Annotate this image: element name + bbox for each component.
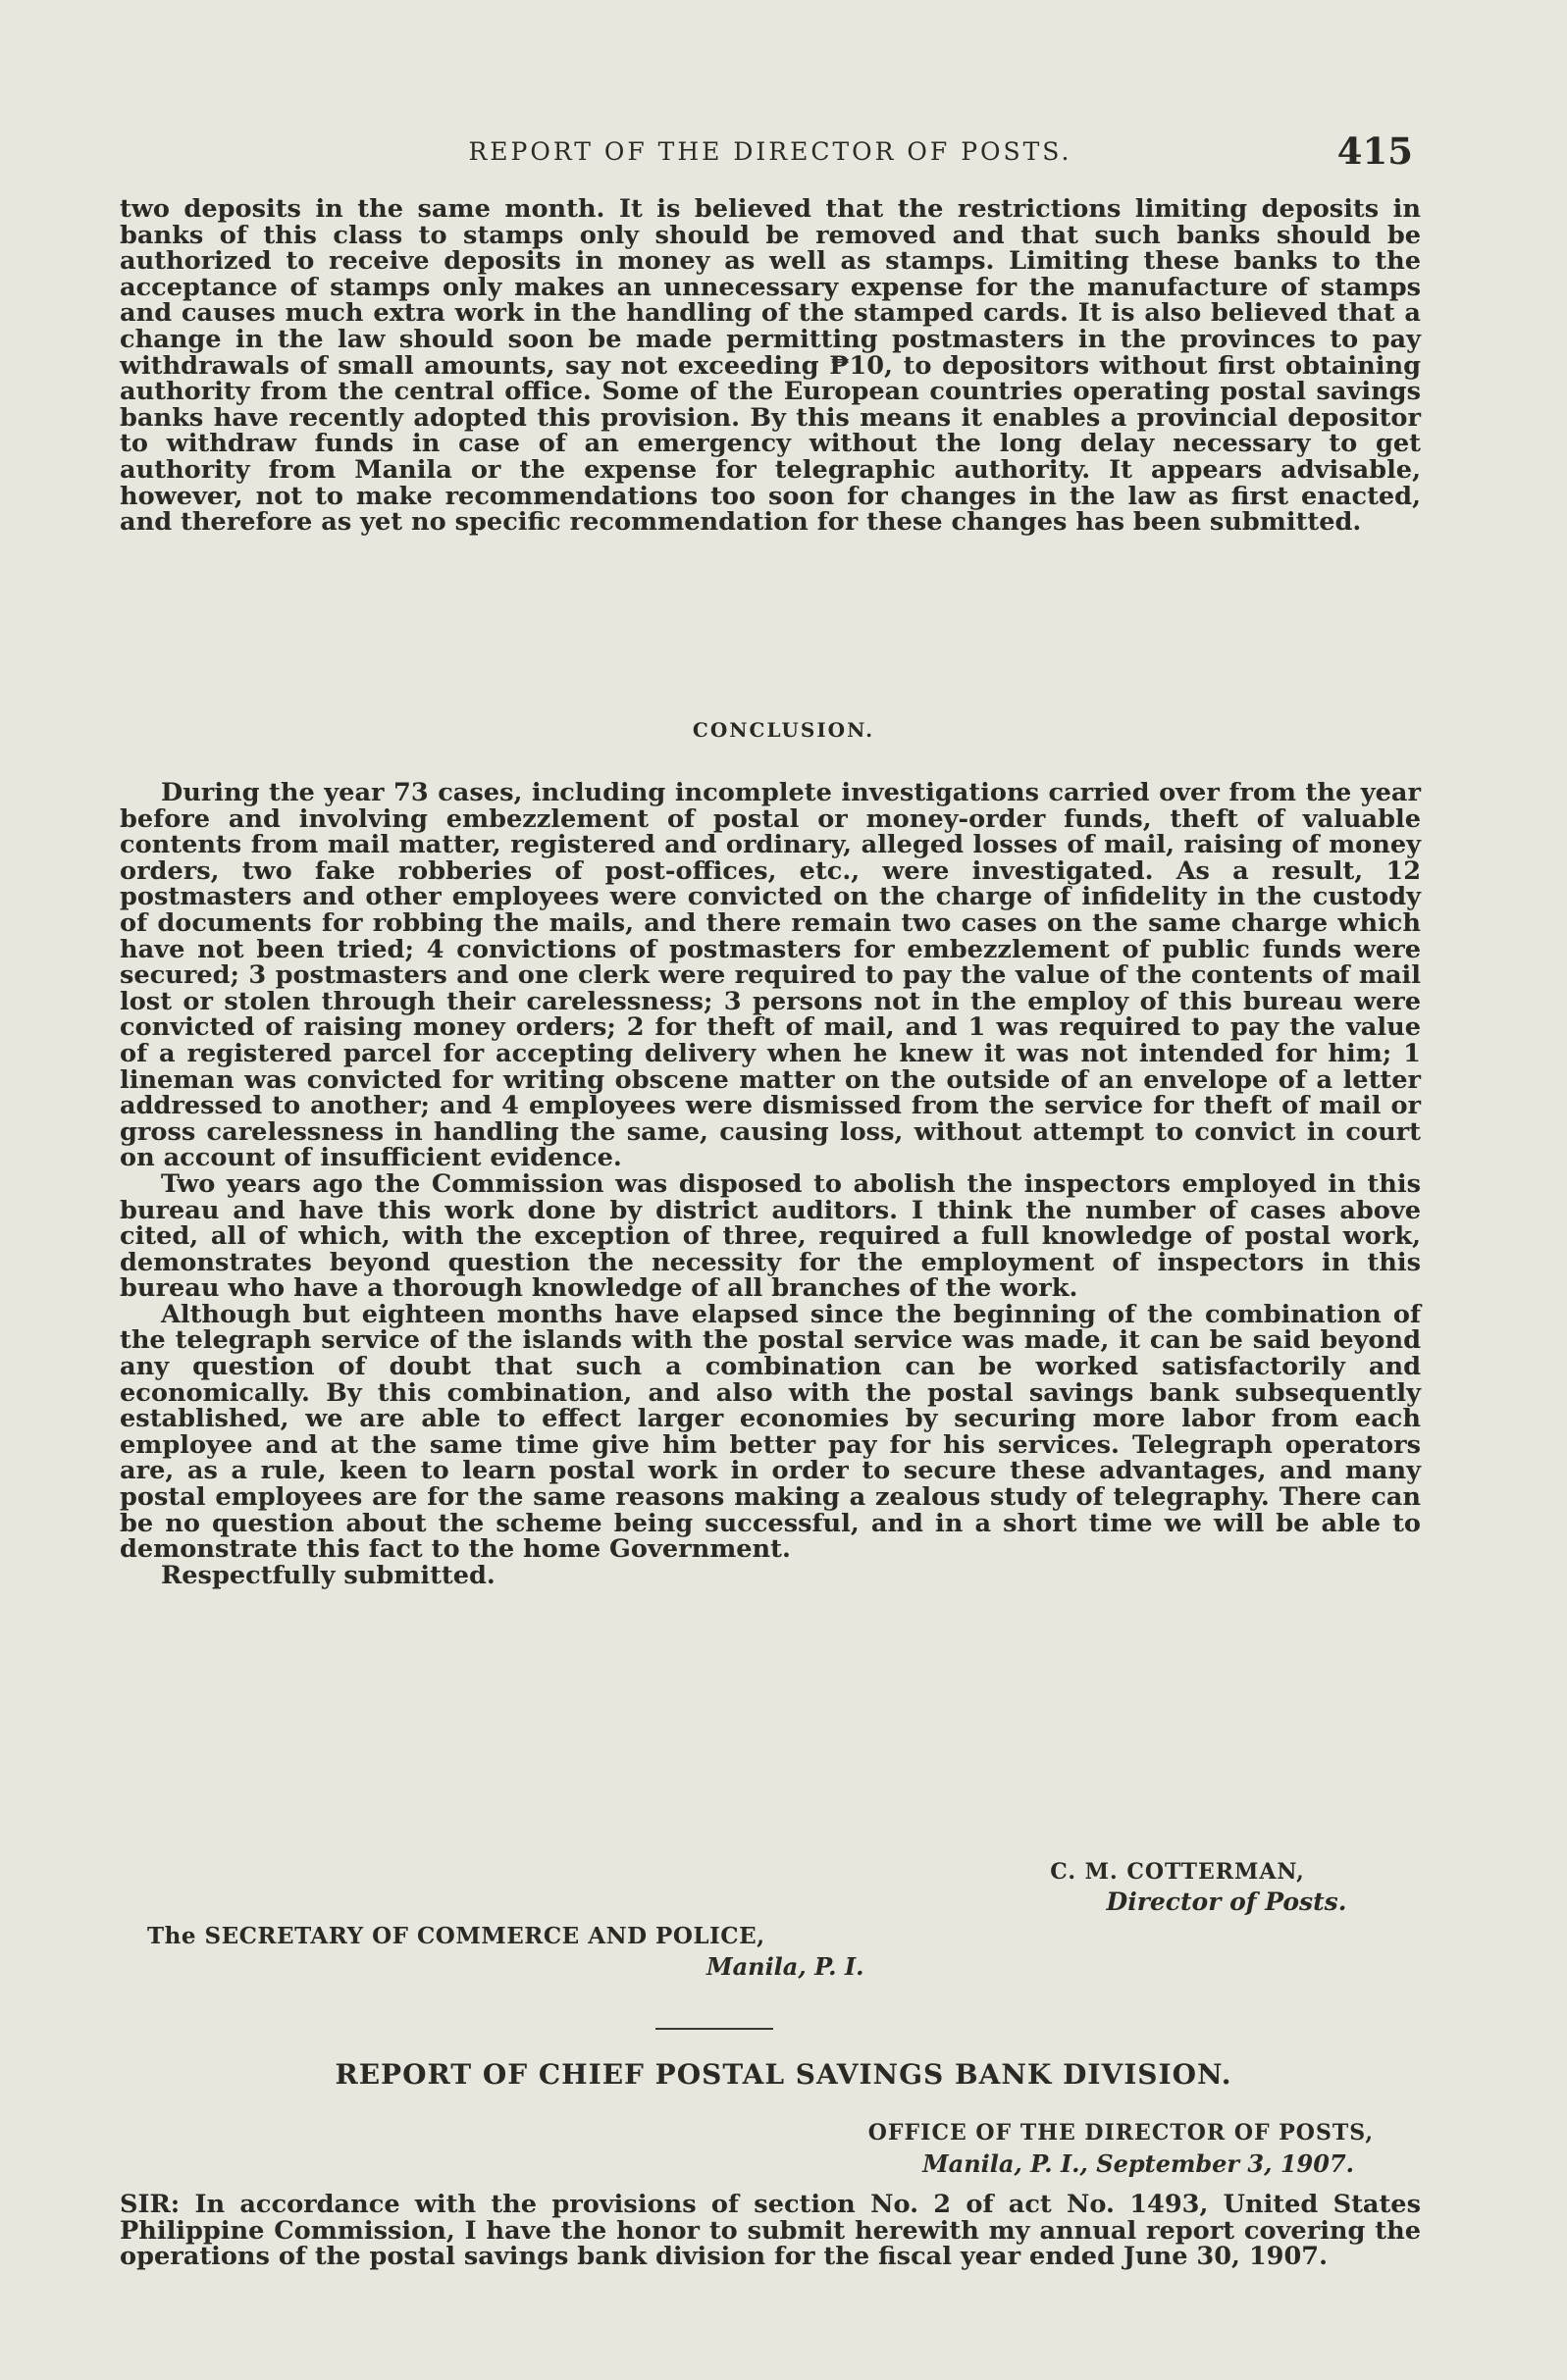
paragraph-investigations: During the year 73 cases, including incomplete investigations carried over from the year before and involving embezzlement of postal or money-order funds, theft of valuable contents from mail matter, registered and ordinary, alleged losses of mail, raising of money orders, two fake robberies of post-offices, etc., were investigated. As a result, 12 postmasters and other employees were convicted on the charge of infidelity in the custody of documents for robbing the mails, and there remain two cases on the same charge which have not been tried; 4 convictions of postmasters for embezzlement of public funds were secured; 3 postmasters and one clerk were required to pay the value of the contents of mail lost or stolen through their carelessness; 3 persons not in the employ of this bureau were convicted of raising money orders; 2 for theft of mail, and 1 was required to pay the value of a registered parcel for accepting delivery when he knew it was not intended for him; 1 lineman was convicted for writing obscene matter on the outside of an envelope of a letter addressed to another; and 4 employees were dismissed from the service for theft of mail or gross carelessness in handling the same, causing loss, without attempt to convict in court on account of insufficient evidence. xyxy=(120,778,1421,1173)
office-line: OFFICE OF THE DIRECTOR OF POSTS, xyxy=(867,2120,1374,2146)
body-section-conclusion xyxy=(120,780,1421,1588)
signature-name: C. M. COTTERMAN, xyxy=(1050,1859,1305,1885)
running-title: REPORT OF THE DIRECTOR OF POSTS. xyxy=(468,137,1072,166)
salutation: SIR: xyxy=(120,2190,181,2219)
closing-line: Respectfully submitted. xyxy=(161,1560,496,1590)
paragraph-combination: Although but eighteen months have elapsed since the beginning of the combination of the telegraph service of the islands with the postal service was made, it can be said beyond any question of doubt that such a combination can be worked satisfactorily and economically. By this combination, and also with the postal savings bank subsequently established, we are able to effect larger economies by securing more labor from each employee and at the same time give him better pay for his services. Telegraph operators are, as a rule, keen to learn postal work in order to secure these advantages, and many postal employees are for the same reasons making a zealous study of telegraphy. There can be no question about the scheme being successful, and in a short time we will be able to demonstrate this fact to the home Government. xyxy=(120,1299,1421,1565)
section-divider xyxy=(655,2028,773,2030)
section-heading-conclusion: CONCLUSION. xyxy=(692,718,875,742)
office-date-line: Manila, P. I., September 3, 1907. xyxy=(922,2149,1354,2178)
addressee-line: The SECRETARY OF COMMERCE AND POLICE, xyxy=(147,1923,765,1949)
body-section-savings xyxy=(120,196,1421,536)
addressee-place: Manila, P. I. xyxy=(706,1952,864,1981)
page-number: 415 xyxy=(1336,129,1413,173)
body-section-report-intro xyxy=(120,2192,1421,2270)
page-header xyxy=(118,129,1423,179)
report-intro-text: In accordance with the provisions of section No. 2 of act No. 1493, United States Philippine Commission, I have the honor to submit herewith my annual report covering the operations of the postal savings bank division for the fiscal year ended June 30, 1907. xyxy=(120,2190,1421,2272)
paragraph-inspectors: Two years ago the Commission was disposed to abolish the inspectors employed in this bureau and have this work done by district auditors. I think the number of cases above cited, all of which, with the exception of three, required a full knowledge of postal work, demonstrates beyond question the necessity for the employment of inspectors in this bureau who have a thorough knowledge of all branches of the work. xyxy=(120,1168,1421,1304)
paragraph-deposits: two deposits in the same month. It is believed that the restrictions limiting deposits in banks of this class to stamps only should be removed and that such banks should be authorized to receive deposits in money as well as stamps. Limiting these banks to the acceptance of stamps only makes an unnecessary expense for the manufacture of stamps and causes much extra work in the handling of the stamped cards. It is also believed that a change in the law should soon be made permitting postmasters in the provinces to pay withdrawals of small amounts, say not exceeding ₱10, to depositors without first obtaining authority from the central office. Some of the European countries operating postal savings banks have recently adopted this provision. By this means it enables a provincial depositor to withdraw funds in case of an emergency without the long delay necessary to get authority from Manila or the expense for telegraphic authority. It appears advisable, however, not to make recommendations too soon for changes in the law as first enacted, and therefore as yet no specific recommendation for these changes has been submitted. xyxy=(120,194,1421,538)
signature-title: Director of Posts. xyxy=(1106,1888,1347,1916)
paragraph-report-intro xyxy=(120,2192,1421,2270)
report-heading: REPORT OF CHIEF POSTAL SAVINGS BANK DIVISION. xyxy=(335,2058,1232,2091)
